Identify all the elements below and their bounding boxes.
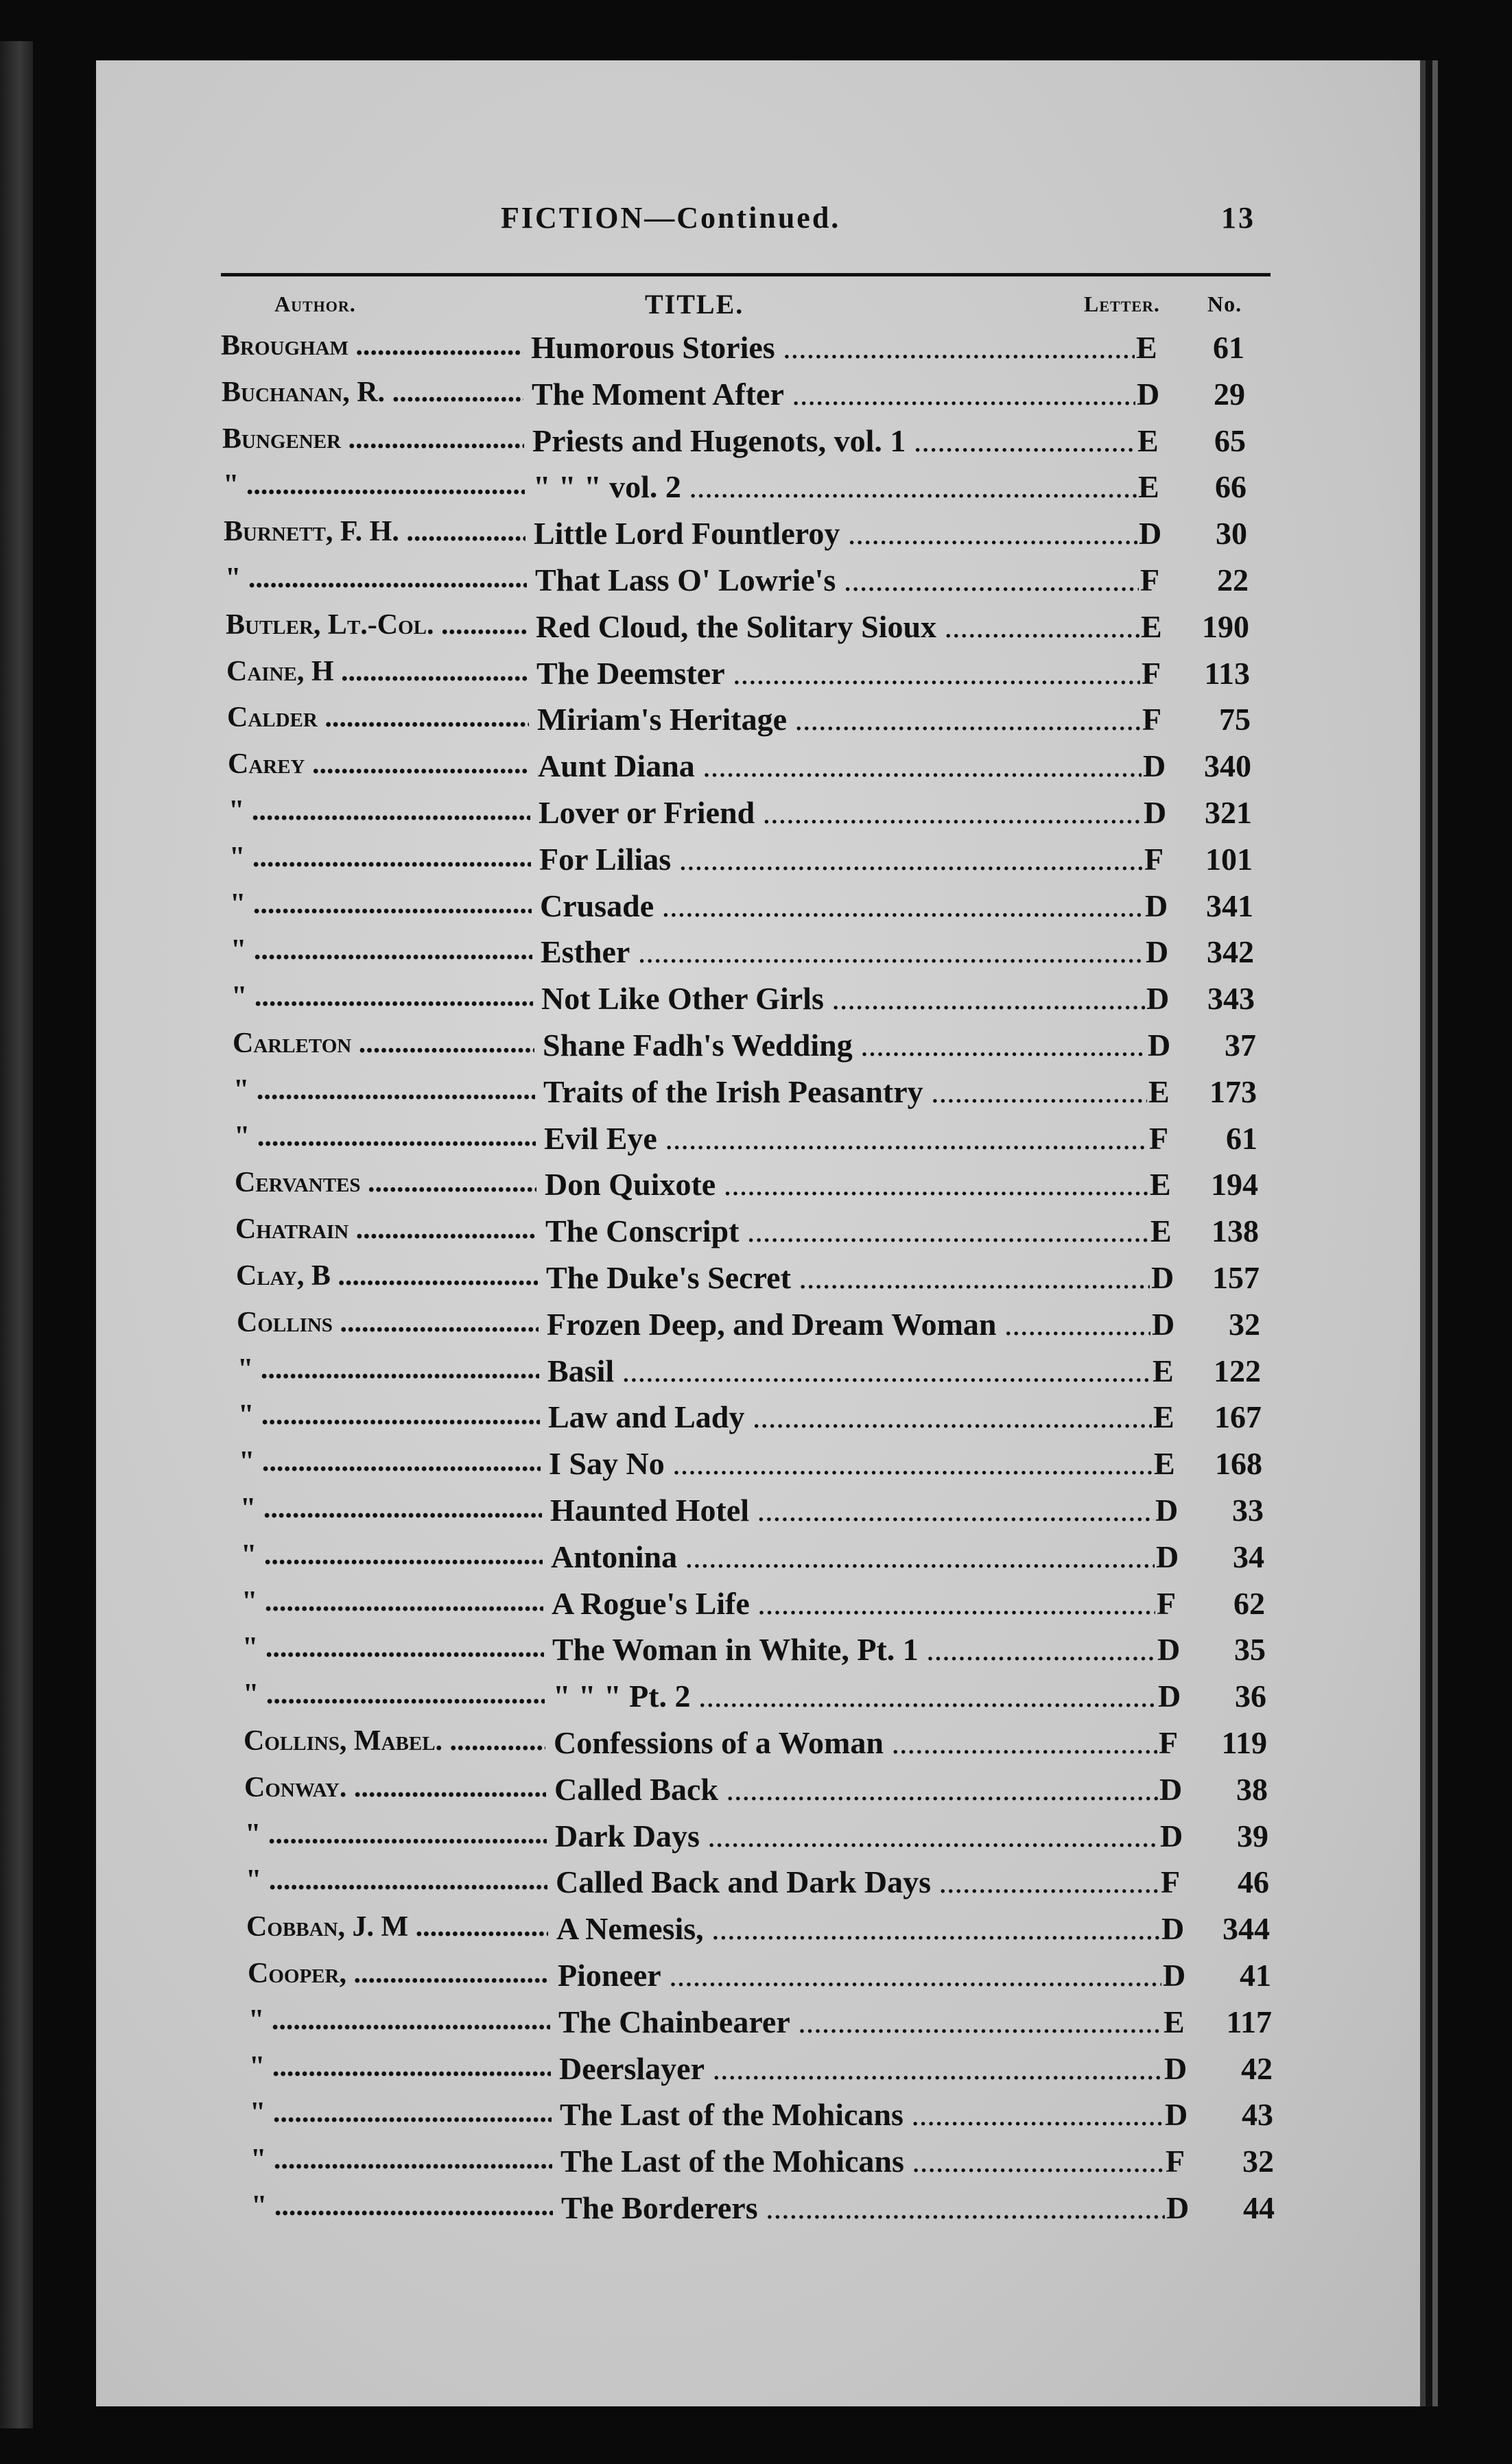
entry-letter: D bbox=[1148, 1028, 1171, 1063]
catalog-entry bbox=[231, 980, 1274, 1023]
entry-title: Aunt Diana ..... bbox=[538, 748, 1142, 784]
entry-letter: D bbox=[1146, 981, 1170, 1016]
entry-letter: D bbox=[1164, 2051, 1188, 2086]
column-header-no: No. bbox=[1207, 292, 1242, 316]
catalog-entry bbox=[228, 748, 1271, 790]
entry-title: " " " vol. 2 ..... bbox=[533, 469, 1137, 505]
entry-number: 61 bbox=[1213, 330, 1244, 365]
entry-author: Carey ..... bbox=[228, 748, 530, 781]
entry-title: The Last of the Mohicans ..... bbox=[560, 2096, 1163, 2133]
entry-number: 66 bbox=[1215, 469, 1247, 504]
catalog-entry bbox=[235, 1166, 1277, 1209]
entry-title: Shane Fadh's Wedding ..... bbox=[543, 1027, 1146, 1063]
entry-title: The Duke's Secret ..... bbox=[546, 1259, 1150, 1296]
entry-title: For Lilias ..... bbox=[539, 841, 1143, 877]
catalog-entry bbox=[244, 1725, 1286, 1767]
catalog-entry bbox=[244, 1771, 1287, 1814]
entry-author: " ..... bbox=[250, 2143, 552, 2176]
catalog-entry bbox=[233, 1027, 1275, 1069]
catalog-entry bbox=[229, 841, 1272, 884]
entry-author: " ..... bbox=[249, 2050, 551, 2083]
catalog-entry bbox=[240, 1492, 1283, 1535]
entry-number: 42 bbox=[1241, 2051, 1273, 2086]
entry-title: Pioneer ..... bbox=[558, 1957, 1161, 1993]
entry-number: 30 bbox=[1216, 516, 1247, 551]
entry-author: Brougham ..... bbox=[221, 329, 523, 362]
entry-number: 194 bbox=[1211, 1167, 1258, 1202]
entry-letter: D bbox=[1139, 516, 1162, 551]
catalog-entry bbox=[242, 1631, 1285, 1674]
entry-author: Caine, H ..... bbox=[226, 655, 528, 688]
entry-letter: F bbox=[1166, 2144, 1185, 2179]
entry-letter: D bbox=[1137, 377, 1160, 412]
entry-number: 321 bbox=[1205, 795, 1252, 830]
entry-title: Humorous Stories ..... bbox=[531, 329, 1135, 366]
entry-number: 173 bbox=[1209, 1074, 1257, 1109]
entry-title: Dark Days ..... bbox=[555, 1818, 1159, 1854]
entry-letter: E bbox=[1148, 1074, 1170, 1109]
entry-author: " ..... bbox=[230, 888, 532, 921]
entry-letter: F bbox=[1142, 702, 1162, 737]
entry-number: 138 bbox=[1212, 1213, 1259, 1248]
entry-number: 33 bbox=[1232, 1493, 1264, 1528]
entry-title: The Conscript ..... bbox=[545, 1213, 1149, 1249]
entry-author: Cooper, ..... bbox=[248, 1957, 550, 1990]
entry-number: 119 bbox=[1221, 1725, 1267, 1760]
entry-title: Called Back ..... bbox=[554, 1771, 1158, 1808]
entry-author: Burnett, F. H. ..... bbox=[224, 515, 525, 548]
entry-title: Antonina ..... bbox=[551, 1539, 1155, 1575]
column-header-letter: Letter. bbox=[1084, 292, 1160, 316]
catalog-entry bbox=[231, 934, 1273, 976]
entry-number: 168 bbox=[1215, 1446, 1262, 1481]
entry-number: 343 bbox=[1207, 981, 1255, 1016]
entry-letter: D bbox=[1144, 795, 1167, 830]
entry-letter: D bbox=[1157, 1632, 1181, 1667]
catalog-entry bbox=[250, 2096, 1292, 2139]
entry-title: Basil ..... bbox=[547, 1353, 1151, 1389]
entry-letter: D bbox=[1151, 1260, 1174, 1295]
entry-number: 35 bbox=[1234, 1632, 1266, 1667]
entry-letter: E bbox=[1153, 1353, 1174, 1388]
entry-author: Cervantes ..... bbox=[235, 1166, 536, 1199]
entry-author: Buchanan, R. ..... bbox=[222, 376, 523, 409]
entry-number: 41 bbox=[1240, 1958, 1271, 1993]
entry-author: Collins ..... bbox=[237, 1306, 539, 1339]
entry-letter: D bbox=[1160, 1819, 1183, 1853]
entry-author: " ..... bbox=[238, 1399, 540, 1432]
entry-title: Lover or Friend ..... bbox=[539, 794, 1142, 831]
entry-number: 32 bbox=[1242, 2144, 1274, 2179]
entry-author: Clay, B ..... bbox=[236, 1259, 538, 1292]
entry-title: Priests and Hugenots, vol. 1 ..... bbox=[532, 423, 1136, 459]
entry-letter: F bbox=[1140, 562, 1160, 597]
entry-number: 101 bbox=[1205, 842, 1253, 877]
entry-title: That Lass O' Lowrie's ..... bbox=[535, 562, 1139, 598]
entry-letter: D bbox=[1159, 1772, 1183, 1807]
catalog-entry bbox=[239, 1445, 1281, 1488]
entry-author: " ..... bbox=[225, 562, 527, 595]
catalog-entry bbox=[222, 376, 1264, 418]
entry-author: " ..... bbox=[242, 1631, 544, 1664]
entry-letter: D bbox=[1161, 1911, 1185, 1946]
entry-title: Evil Eye ..... bbox=[544, 1120, 1148, 1157]
entry-number: 32 bbox=[1229, 1307, 1260, 1342]
catalog-entry bbox=[245, 1818, 1288, 1860]
entry-number: 342 bbox=[1207, 934, 1254, 969]
catalog-entry bbox=[226, 655, 1269, 698]
section-title: FICTION—Continued. bbox=[501, 201, 841, 235]
column-header-author: Author. bbox=[274, 292, 356, 316]
entry-author: " ..... bbox=[243, 1678, 545, 1711]
entry-letter: D bbox=[1163, 1958, 1186, 1993]
entry-title: Don Quixote ..... bbox=[545, 1166, 1148, 1203]
entry-number: 46 bbox=[1238, 1864, 1269, 1899]
catalog-entry bbox=[236, 1259, 1279, 1302]
entry-author: Butler, Lt.-Col. ..... bbox=[226, 608, 528, 641]
entry-title: The Moment After ..... bbox=[532, 376, 1135, 412]
entry-letter: E bbox=[1150, 1167, 1171, 1202]
catalog-entry bbox=[227, 701, 1270, 744]
entry-letter: D bbox=[1143, 748, 1166, 783]
entry-letter: D bbox=[1166, 2190, 1190, 2225]
entry-author: " ..... bbox=[246, 1864, 547, 1897]
entry-number: 65 bbox=[1214, 423, 1246, 458]
entry-author: " ..... bbox=[245, 1818, 547, 1851]
entry-author: " ..... bbox=[234, 1120, 536, 1153]
entry-author: Carleton ..... bbox=[233, 1027, 534, 1060]
entry-author: " ..... bbox=[241, 1539, 543, 1572]
entry-author: Conway. ..... bbox=[244, 1771, 546, 1804]
entry-letter: D bbox=[1165, 2097, 1188, 2132]
catalog-entry bbox=[241, 1539, 1284, 1581]
entry-title: Little Lord Fountleroy ..... bbox=[534, 515, 1137, 552]
catalog-entry bbox=[234, 1120, 1277, 1163]
entry-author: " ..... bbox=[223, 469, 525, 501]
entry-title: A Rogue's Life ..... bbox=[552, 1585, 1155, 1622]
entry-title: Called Back and Dark Days ..... bbox=[556, 1864, 1159, 1900]
entry-title: I Say No ..... bbox=[549, 1445, 1153, 1482]
entry-letter: E bbox=[1154, 1446, 1175, 1481]
entry-author: " ..... bbox=[228, 794, 530, 827]
entry-author: " ..... bbox=[251, 2190, 553, 2223]
catalog-entry bbox=[238, 1399, 1281, 1441]
entry-letter: D bbox=[1158, 1679, 1181, 1714]
entry-title: Frozen Deep, and Dream Woman ..... bbox=[547, 1306, 1150, 1342]
entry-title: Crusade ..... bbox=[540, 888, 1144, 924]
entry-letter: E bbox=[1137, 423, 1159, 458]
entry-letter: E bbox=[1153, 1399, 1174, 1434]
entry-number: 75 bbox=[1219, 702, 1251, 737]
column-header-title: TITLE. bbox=[645, 289, 744, 320]
catalog-entry bbox=[246, 1864, 1288, 1906]
entry-letter: E bbox=[1138, 469, 1159, 504]
entry-letter: D bbox=[1152, 1307, 1175, 1342]
entry-author: " ..... bbox=[229, 841, 531, 874]
entry-author: Collins, Mabel. ..... bbox=[244, 1725, 545, 1757]
catalog-entry bbox=[241, 1585, 1284, 1628]
entry-letter: E bbox=[1150, 1213, 1172, 1248]
entry-author: " ..... bbox=[233, 1074, 535, 1106]
entry-number: 38 bbox=[1236, 1772, 1268, 1807]
entry-number: 22 bbox=[1217, 562, 1249, 597]
entry-letter: E bbox=[1141, 609, 1162, 644]
catalog-entry bbox=[248, 2004, 1291, 2046]
catalog-entry bbox=[243, 1678, 1286, 1720]
entry-number: 34 bbox=[1233, 1539, 1264, 1574]
entry-number: 62 bbox=[1233, 1586, 1265, 1621]
entry-title: Haunted Hotel ..... bbox=[550, 1492, 1154, 1528]
page-number: 13 bbox=[1221, 201, 1255, 235]
entry-title: Miriam's Heritage ..... bbox=[537, 701, 1141, 737]
entry-author: Bungener ..... bbox=[222, 423, 524, 455]
catalog-entry bbox=[248, 1957, 1290, 2000]
catalog-entry bbox=[225, 562, 1268, 604]
entry-number: 117 bbox=[1226, 2004, 1272, 2039]
entry-number: 61 bbox=[1226, 1121, 1257, 1156]
entry-title: Not Like Other Girls ..... bbox=[541, 980, 1145, 1017]
entry-letter: D bbox=[1155, 1493, 1179, 1528]
catalog-entry bbox=[233, 1074, 1276, 1116]
catalog-entry bbox=[235, 1213, 1278, 1255]
entry-title: Traits of the Irish Peasantry ..... bbox=[543, 1074, 1147, 1110]
catalog-entry bbox=[223, 469, 1266, 511]
entry-title: Confessions of a Woman ..... bbox=[554, 1725, 1157, 1761]
entry-number: 157 bbox=[1212, 1260, 1260, 1295]
entry-number: 29 bbox=[1214, 377, 1245, 412]
entry-author: Cobban, J. M ..... bbox=[246, 1910, 548, 1943]
entry-title: " " " Pt. 2 ..... bbox=[553, 1678, 1157, 1714]
entry-letter: D bbox=[1145, 888, 1168, 923]
entry-letter: F bbox=[1161, 1864, 1181, 1899]
entry-number: 39 bbox=[1237, 1819, 1268, 1853]
catalog-entry bbox=[222, 423, 1265, 465]
entry-author: " ..... bbox=[239, 1445, 541, 1478]
entry-number: 122 bbox=[1214, 1353, 1261, 1388]
entry-author: " ..... bbox=[237, 1353, 539, 1386]
catalog-entry bbox=[237, 1306, 1279, 1349]
entry-author: " ..... bbox=[231, 980, 533, 1013]
entry-number: 167 bbox=[1214, 1399, 1262, 1434]
entry-title: Esther ..... bbox=[541, 934, 1144, 970]
catalog-entry bbox=[249, 2050, 1292, 2093]
entry-title: The Woman in White, Pt. 1 ..... bbox=[552, 1631, 1156, 1668]
entry-letter: E bbox=[1163, 2004, 1185, 2039]
catalog-entry bbox=[221, 329, 1264, 372]
entry-author: " ..... bbox=[250, 2096, 552, 2129]
entry-letter: D bbox=[1146, 934, 1169, 969]
entry-title: Deerslayer ..... bbox=[559, 2050, 1163, 2087]
entry-title: Law and Lady ..... bbox=[548, 1399, 1152, 1435]
catalog-entry bbox=[224, 515, 1266, 558]
entry-letter: F bbox=[1159, 1725, 1179, 1760]
catalog-entry bbox=[228, 794, 1271, 837]
catalog-entry bbox=[237, 1353, 1280, 1395]
entry-author: " ..... bbox=[231, 934, 532, 967]
entry-title: Red Cloud, the Solitary Sioux ..... bbox=[536, 608, 1139, 645]
catalog-entry bbox=[246, 1910, 1289, 1953]
entry-number: 37 bbox=[1225, 1028, 1256, 1063]
entry-number: 344 bbox=[1222, 1911, 1270, 1946]
entry-author: " ..... bbox=[241, 1585, 543, 1618]
entry-letter: F bbox=[1157, 1586, 1177, 1621]
entry-author: " ..... bbox=[240, 1492, 542, 1525]
entry-title: The Borderers ..... bbox=[561, 2190, 1165, 2226]
entry-author: " ..... bbox=[248, 2004, 550, 2037]
catalog-entry bbox=[226, 608, 1268, 651]
entry-number: 190 bbox=[1202, 609, 1249, 644]
entry-number: 43 bbox=[1242, 2097, 1273, 2132]
entry-number: 341 bbox=[1206, 888, 1253, 923]
entry-title: The Deemster ..... bbox=[536, 655, 1140, 691]
entry-number: 36 bbox=[1235, 1679, 1266, 1714]
entry-number: 113 bbox=[1204, 656, 1250, 691]
entry-letter: E bbox=[1136, 330, 1157, 365]
entry-letter: F bbox=[1142, 656, 1161, 691]
catalog-entry bbox=[250, 2143, 1293, 2185]
catalog-entry bbox=[251, 2190, 1294, 2232]
entry-title: The Last of the Mohicans ..... bbox=[560, 2143, 1164, 2179]
catalog-entry bbox=[230, 888, 1273, 930]
entry-author: Chatrain ..... bbox=[235, 1213, 537, 1246]
entry-letter: F bbox=[1144, 842, 1164, 877]
entry-number: 340 bbox=[1204, 748, 1251, 783]
entry-title: The Chainbearer ..... bbox=[558, 2004, 1162, 2040]
entry-letter: F bbox=[1149, 1121, 1169, 1156]
entry-letter: D bbox=[1156, 1539, 1179, 1574]
entry-author: Calder ..... bbox=[227, 701, 529, 734]
entry-number: 44 bbox=[1243, 2190, 1275, 2225]
entry-title: A Nemesis, ..... bbox=[556, 1910, 1160, 1947]
